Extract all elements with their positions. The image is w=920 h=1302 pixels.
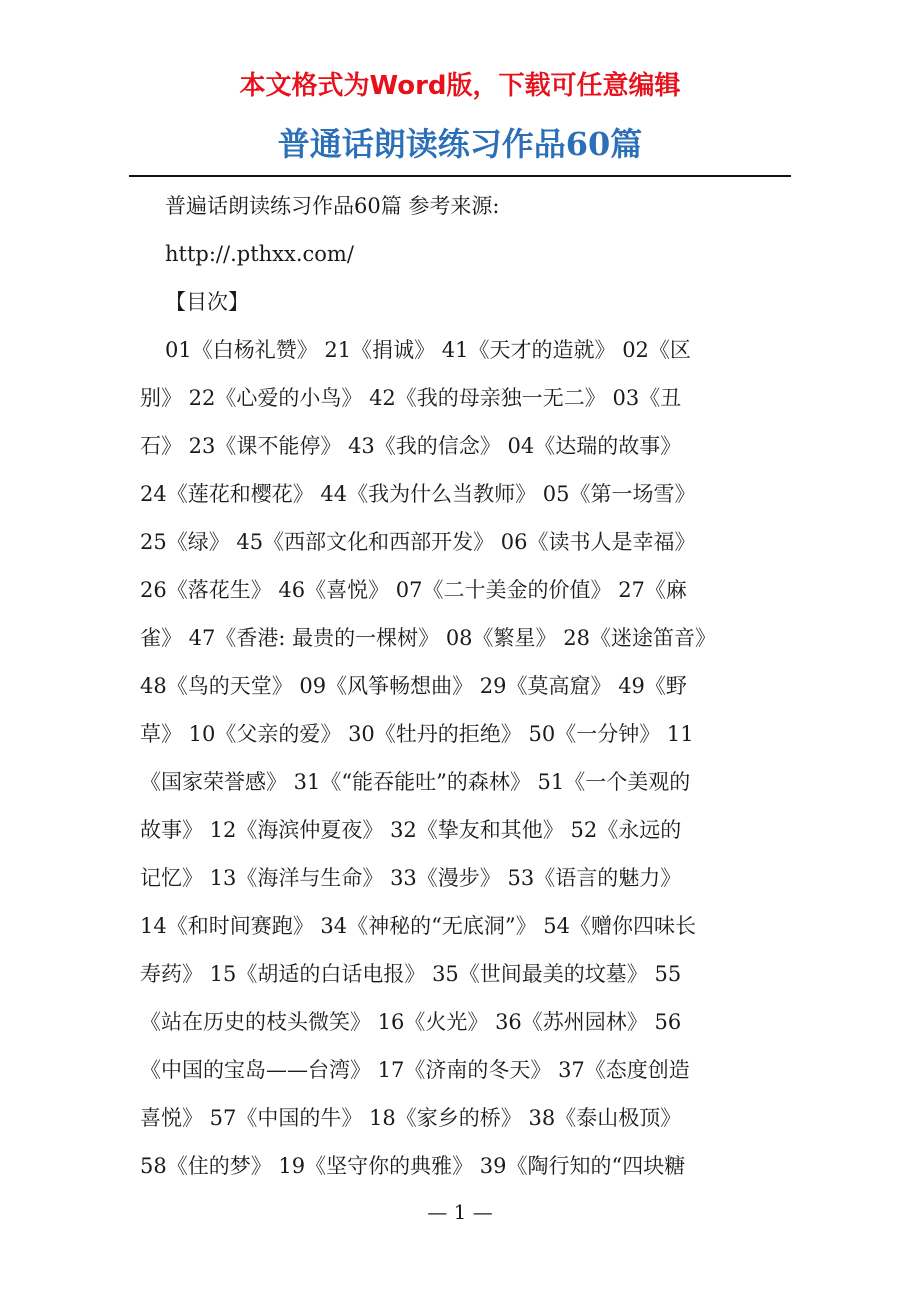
- toc-line: 雀》 47《香港: 最贵的一棵树》 08《繁星》 28《迷途笛音》: [140, 626, 716, 650]
- toc-line: 别》 22《心爱的小鸟》 42《我的母亲独一无二》 03《丑: [140, 386, 682, 410]
- toc-line: 58《住的梦》 19《坚守你的典雅》 39《陶行知的“四块糖: [140, 1154, 686, 1178]
- source-url: http://.pthxx.com/: [165, 242, 354, 266]
- title-divider: [129, 175, 791, 177]
- toc-line: 喜悦》 57《中国的牛》 18《家乡的桥》 38《泰山极顶》: [140, 1106, 682, 1130]
- toc-line: 记忆》 13《海洋与生命》 33《漫步》 53《语言的魅力》: [140, 866, 682, 890]
- toc-line: 01《白杨礼赞》 21《捐诚》 41《天才的造就》 02《区: [165, 338, 691, 362]
- toc-line: 《站在历史的枝头微笑》 16《火光》 36《苏州园林》 56: [140, 1010, 682, 1034]
- toc-line: 《国家荣誉感》 31《“能吞能吐”的森林》 51《一个美观的: [140, 770, 691, 794]
- toc-line: 14《和时间赛跑》 34《神秘的“无底洞”》 54《赠你四味长: [140, 914, 696, 938]
- download-banner: 本文格式为Word版，下载可任意编辑: [239, 71, 681, 101]
- toc-line: 草》 10《父亲的爱》 30《牡丹的拒绝》 50《一分钟》 11: [140, 722, 694, 746]
- toc-heading: 【目次】: [165, 290, 249, 314]
- toc-line: 48《鸟的天堂》 09《风筝畅想曲》 29《莫高窟》 49《野: [140, 674, 687, 698]
- toc-line: 石》 23《课不能停》 43《我的信念》 04《达瑞的故事》: [140, 434, 682, 458]
- toc-line: 寿药》 15《胡适的白话电报》 35《世间最美的坟墓》 55: [140, 962, 682, 986]
- page-number: — 1 —: [427, 1200, 493, 1224]
- source-label: 普遍话朗读练习作品60篇 参考来源:: [165, 194, 500, 218]
- document-title: 普通话朗读练习作品60篇: [277, 125, 643, 163]
- toc-line: 25《绿》 45《西部文化和西部开发》 06《读书人是幸福》: [140, 530, 696, 554]
- toc-line: 《中国的宝岛——台湾》 17《济南的冬天》 37《态度创造: [140, 1058, 690, 1082]
- toc-line: 故事》 12《海滨仲夏夜》 32《挚友和其他》 52《永远的: [140, 818, 682, 842]
- toc-line: 26《落花生》 46《喜悦》 07《二十美金的价值》 27《麻: [140, 578, 687, 602]
- toc-line: 24《莲花和樱花》 44《我为什么当教师》 05《第一场雪》: [140, 482, 696, 506]
